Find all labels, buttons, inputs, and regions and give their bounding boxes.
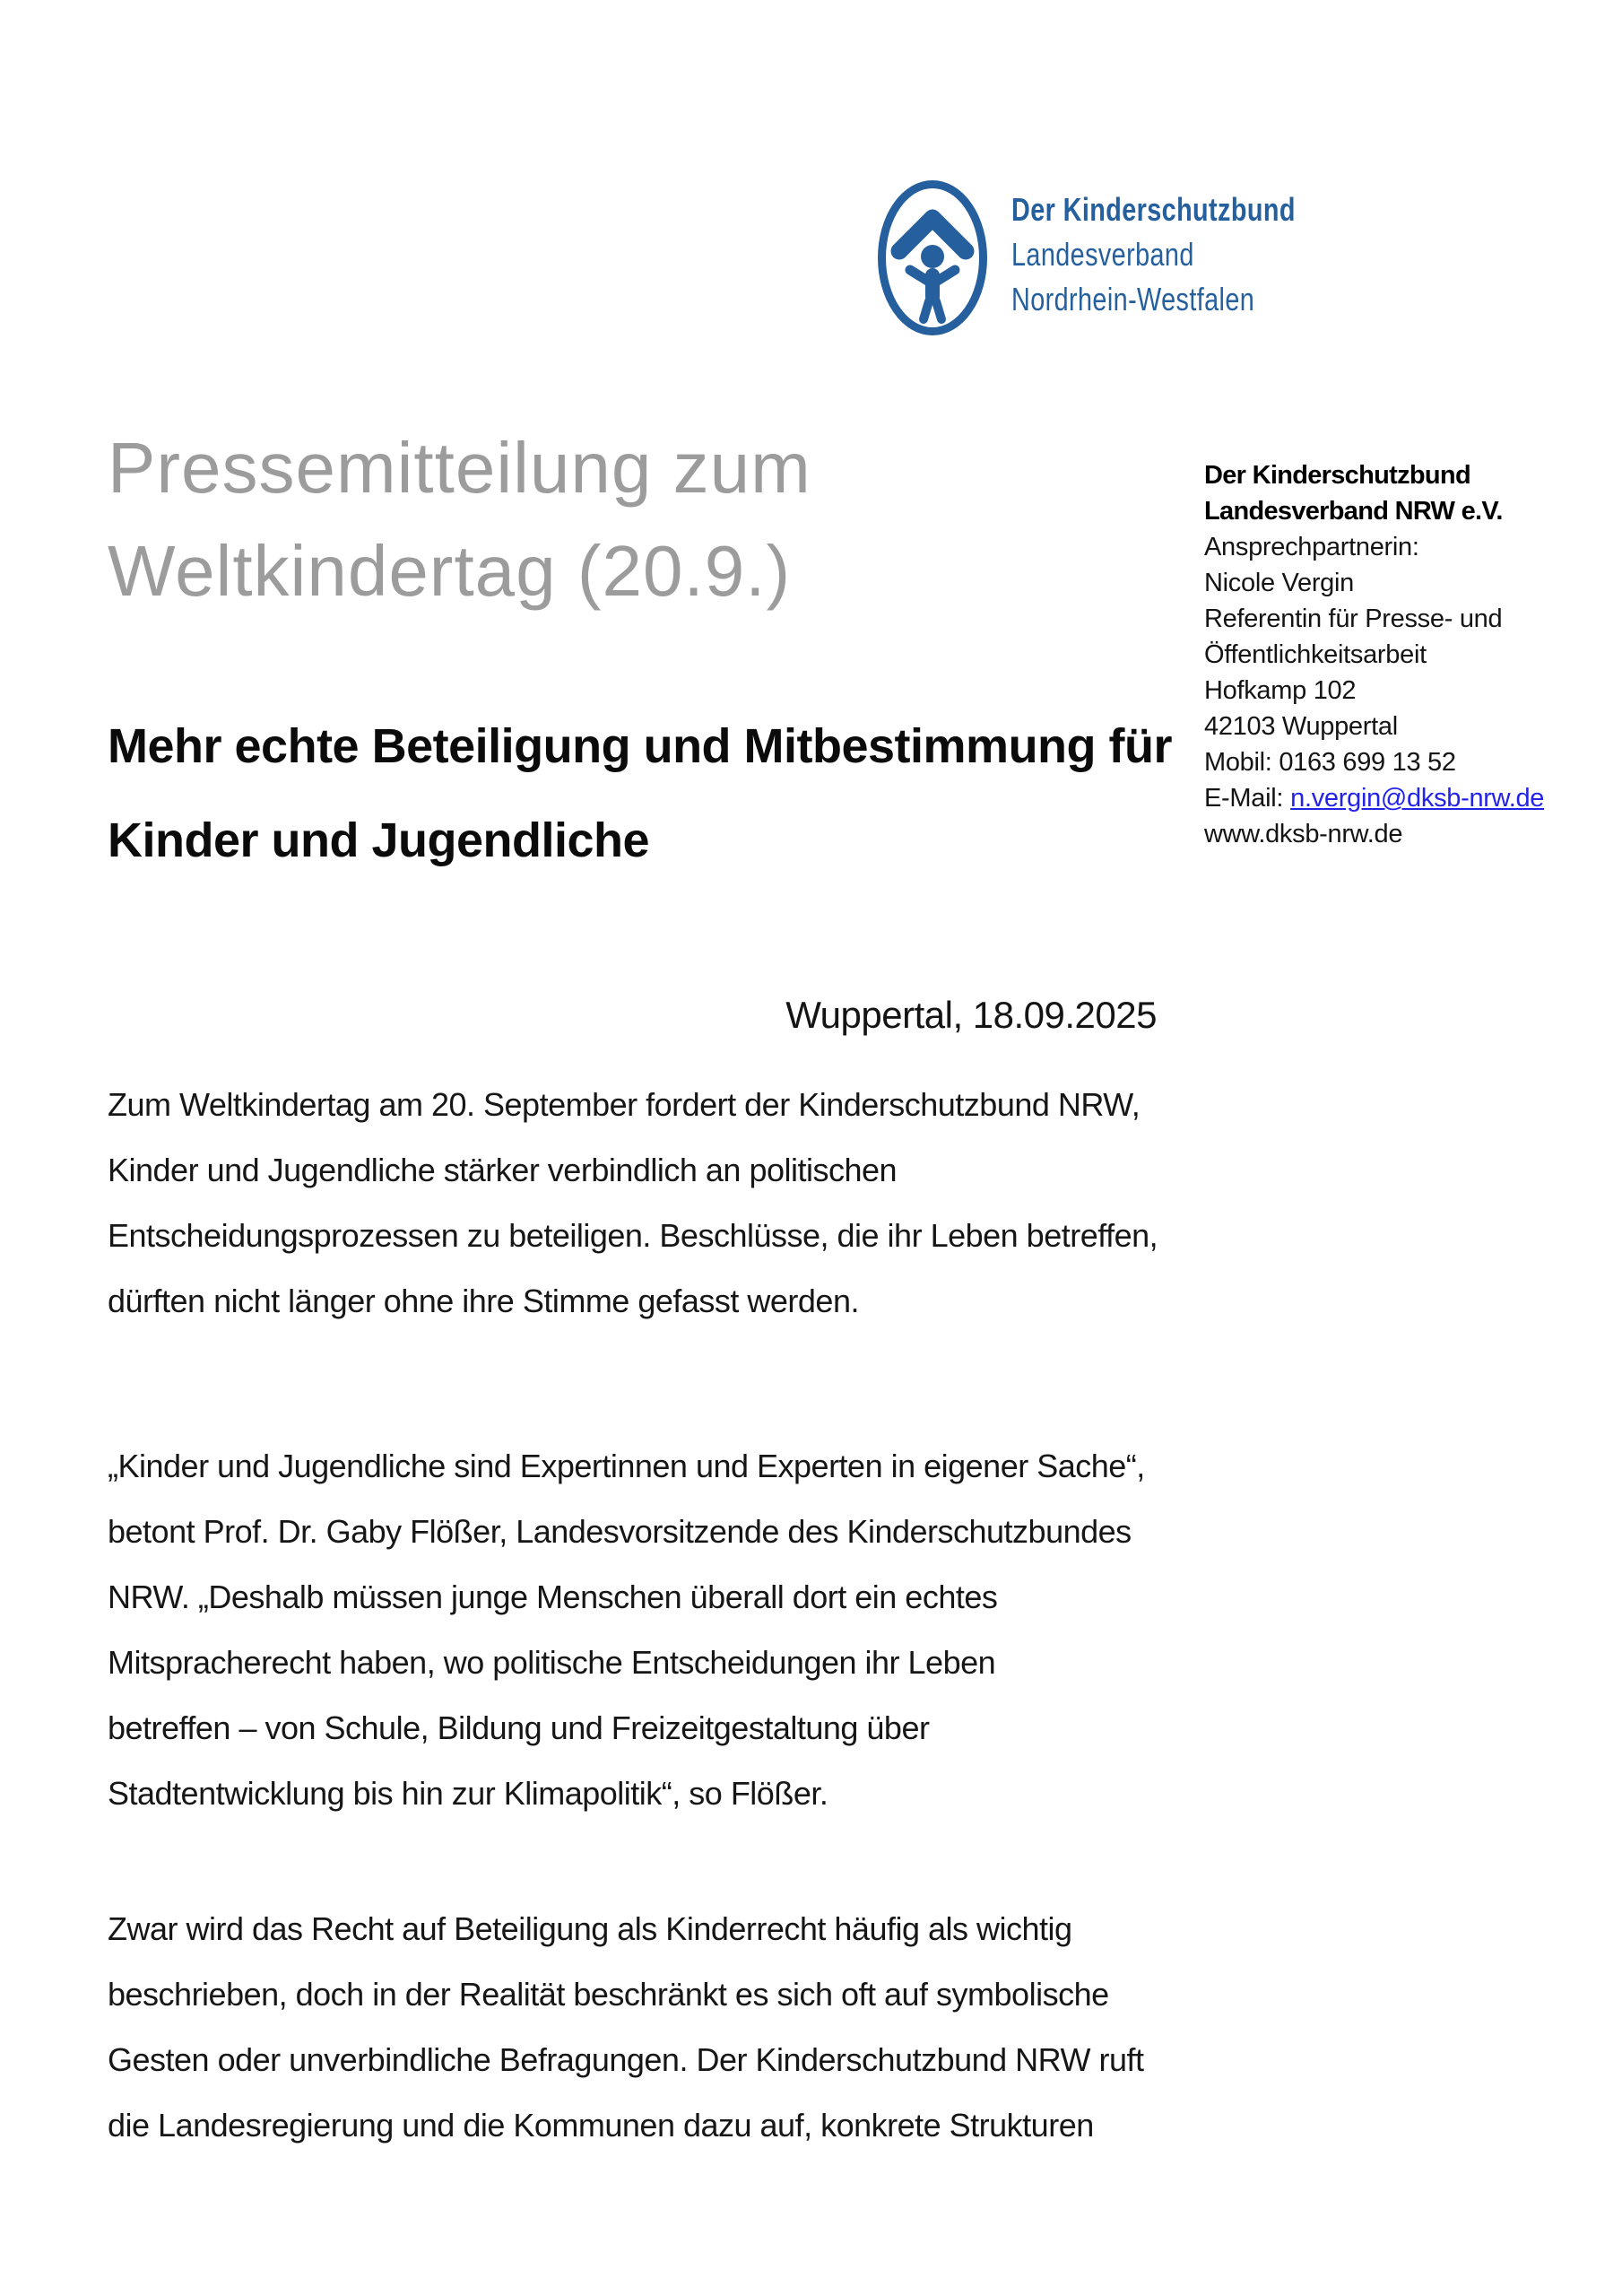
email-label: E-Mail:: [1204, 784, 1284, 813]
subtitle-line1: Mehr echte Beteiligung und Mitbestimmung für: [108, 719, 1173, 773]
body-line: Zum Weltkindertag am 20. September fordert der Kinderschutzbund NRW,: [108, 1086, 1141, 1123]
website-url: www.dksb-nrw.de: [1204, 820, 1403, 848]
paragraph-3: [108, 1896, 1542, 2158]
page-title-line2: Weltkindertag (20.9.): [108, 531, 792, 611]
brand-wordmark: [1011, 187, 1296, 336]
sidebar-online-block: [1204, 780, 1590, 852]
body-line: „Kinder und Jugendliche sind Expertinnen und Experten in eigener Sache“,: [108, 1448, 1145, 1484]
email-link[interactable]: n.vergin@dksb-nrw.de: [1290, 784, 1545, 813]
kinderschutzbund-logo-icon: [877, 179, 988, 336]
body-line: beschrieben, doch in der Realität beschränkt es sich oft auf symbolische: [108, 1976, 1109, 2013]
body-text: [108, 1072, 1542, 2158]
brand-header: [877, 179, 1366, 336]
body-line: die Landesregierung und die Kommunen dazu auf, konkrete Strukturen: [108, 2107, 1094, 2144]
email-row: [1204, 780, 1590, 816]
contact-name: Nicole Vergin: [1204, 569, 1354, 597]
page-title: [108, 416, 811, 622]
dateline: Wuppertal, 18.09.2025: [785, 994, 1157, 1036]
contact-role-line1: Referentin für Presse- und: [1204, 604, 1503, 633]
brand-org-region: Nordrhein-Westfalen: [1011, 281, 1255, 317]
body-line: Zwar wird das Recht auf Beteiligung als Kinderrecht häufig als wichtig: [108, 1910, 1072, 1947]
body-line: Kinder und Jugendliche stärker verbindlich an politischen: [108, 1152, 898, 1188]
body-line: betreffen – von Schule, Bildung und Freizeitgestaltung über: [108, 1709, 930, 1746]
sidebar-org-block: [1204, 457, 1590, 529]
body-line: NRW. „Deshalb müssen junge Menschen überall dort ein echtes: [108, 1578, 998, 1615]
sidebar-mobile: Mobil: 0163 699 13 52: [1204, 748, 1456, 777]
body-line: Gesten oder unverbindliche Befragungen. Der Kinderschutzbund NRW ruft: [108, 2041, 1144, 2078]
contact-sidebar: [1204, 457, 1590, 852]
sidebar-contact-label: Ansprechpartnerin:: [1204, 533, 1419, 561]
sidebar-org-line1: Der Kinderschutzbund: [1204, 461, 1470, 490]
address-street: Hofkamp 102: [1204, 676, 1357, 705]
body-line: Mitspracherecht haben, wo politische Entscheidungen ihr Leben: [108, 1644, 996, 1681]
sidebar-address-block: [1204, 673, 1590, 744]
paragraph-2: [108, 1433, 1542, 1826]
paragraph-1: [108, 1072, 1542, 1334]
sidebar-contact-block: [1204, 565, 1590, 673]
subtitle: [108, 700, 1172, 888]
body-line: dürften nicht länger ohne ihre Stimme gefasst werden.: [108, 1283, 859, 1319]
brand-org-level: Landesverband: [1011, 236, 1194, 273]
subtitle-line2: Kinder und Jugendliche: [108, 813, 650, 867]
page-title-line1: Pressemitteilung zum: [108, 428, 811, 508]
body-line: Entscheidungsprozessen zu beteiligen. Beschlüsse, die ihr Leben betreffen,: [108, 1217, 1158, 1254]
body-line: Stadtentwicklung bis hin zur Klimapolitik“, so Flößer.: [108, 1775, 828, 1812]
address-city: 42103 Wuppertal: [1204, 712, 1398, 741]
contact-role-line2: Öffentlichkeitsarbeit: [1204, 640, 1427, 669]
brand-org-name: Der Kinderschutzbund: [1011, 191, 1296, 228]
sidebar-org-line2: Landesverband NRW e.V.: [1204, 497, 1503, 526]
body-line: betont Prof. Dr. Gaby Flößer, Landesvorsitzende des Kinderschutzbundes: [108, 1513, 1132, 1550]
